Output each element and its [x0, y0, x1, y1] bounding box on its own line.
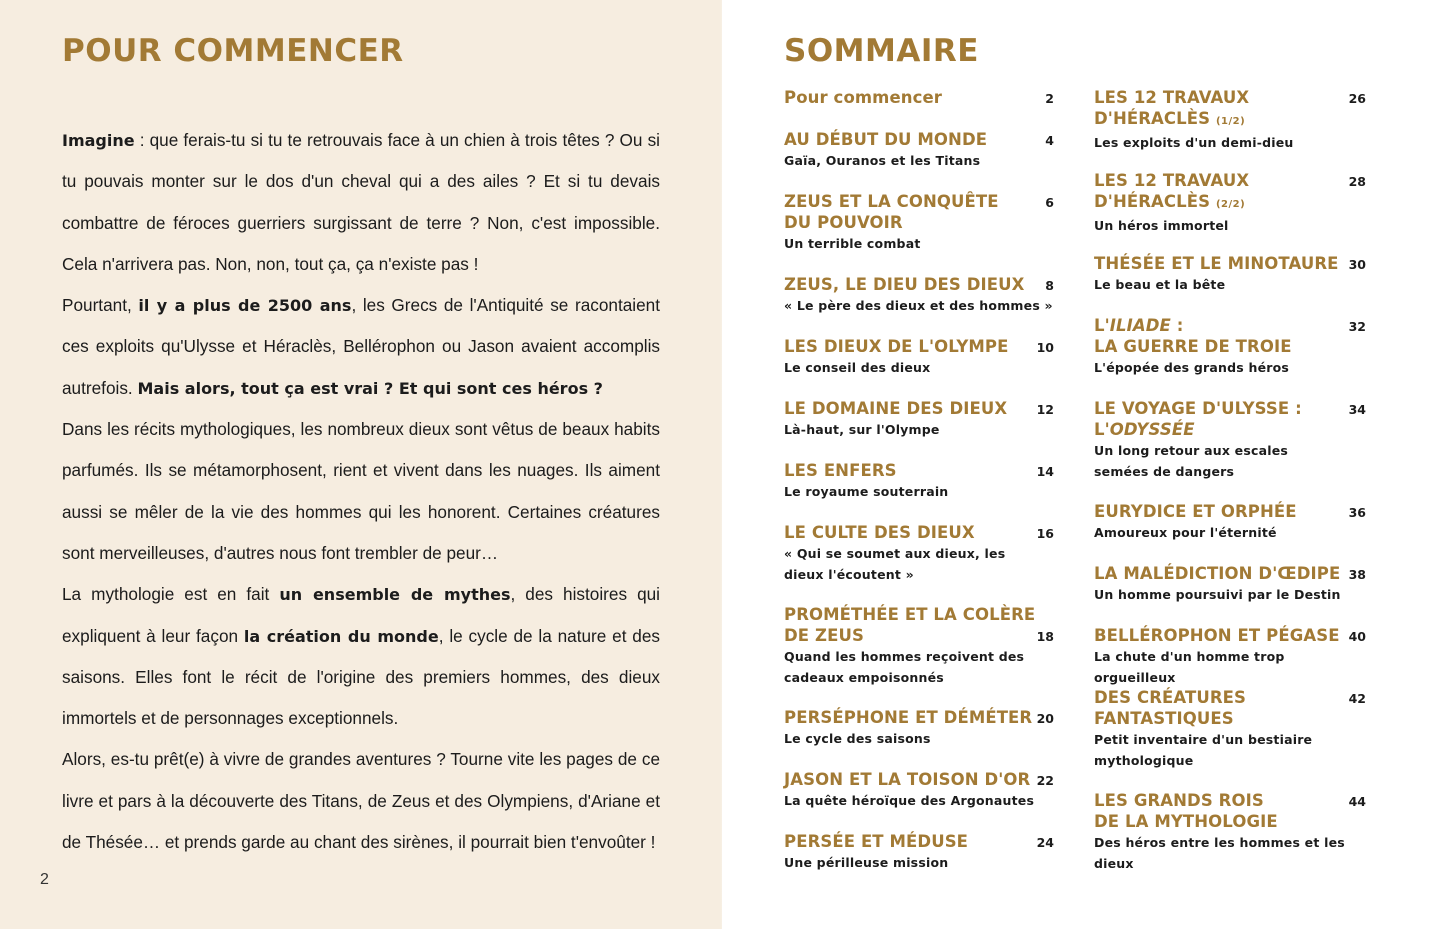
toc-entry-title [1094, 790, 1278, 832]
toc-entry-head [784, 769, 1054, 790]
title-text: LES ENFERS [784, 461, 897, 480]
toc-entry-title [784, 522, 975, 543]
toc-entry-title [784, 604, 1035, 646]
title-text: THÉSÉE ET LE MINOTAURE [1094, 254, 1339, 273]
toc-page-number: 16 [1036, 526, 1054, 541]
toc-page-number: 42 [1348, 691, 1366, 706]
toc-page-number: 12 [1036, 402, 1054, 417]
toc-entry-head [1094, 87, 1366, 132]
toc-entry-subtitle: L'épopée des grands héros [1094, 360, 1290, 375]
toc-entry-subtitle: « Qui se soumet aux dieux, les dieux l'écoutent » [784, 546, 1006, 582]
toc-entry-subtitle: Le conseil des dieux [784, 360, 931, 375]
toc-page-number: 38 [1348, 567, 1366, 582]
toc-entry-subtitle: Petit inventaire d'un bestiaire mythologique [1094, 732, 1313, 768]
toc-entry-title [1094, 501, 1297, 522]
toc-entry-title [1094, 687, 1246, 729]
toc-entry-head [784, 707, 1054, 728]
title-text: PERSÉPHONE ET DÉMÉTER [784, 708, 1033, 727]
toc-entry-subtitle: Quand les hommes reçoivent des cadeaux empoisonnés [784, 649, 1025, 685]
toc-entry[interactable] [784, 274, 1054, 316]
toc-entry-subtitle: Le cycle des saisons [784, 731, 931, 746]
bold-text: Imagine [62, 131, 135, 150]
toc-page-number: 40 [1348, 629, 1366, 644]
toc-entry-subtitle: Des héros entre les hommes et les dieux [1094, 835, 1345, 871]
title-text: PERSÉE ET MÉDUSE [784, 832, 969, 851]
toc-entry[interactable] [784, 707, 1054, 749]
toc-entry-head [1094, 398, 1366, 440]
page-number: 2 [40, 871, 49, 888]
toc-entry[interactable] [784, 191, 1054, 254]
toc-entry-title [784, 87, 942, 108]
title-prefix: L' [1094, 316, 1110, 335]
toc-entry-head [1094, 625, 1366, 646]
toc-entry-head [784, 274, 1054, 295]
toc-entry[interactable] [1094, 253, 1366, 295]
title-text: LA MALÉDICTION D'ŒDIPE [1094, 564, 1341, 583]
toc-entry[interactable] [784, 831, 1054, 873]
title-text: BELLÉROPHON ET PÉGASE [1094, 626, 1340, 645]
toc-entry-head [784, 831, 1054, 852]
toc-entry-title [784, 274, 1024, 295]
toc-page-number: 44 [1348, 794, 1366, 809]
toc-entry-title [1094, 170, 1249, 215]
text: Alors, es-tu prêt(e) à vivre de grandes aventures ? Tourne vite les pages de ce livre et pars à la découverte des Titans, de Zeus et des Olympiens, d'Ariane et de Thésée… et prends garde au chant des sirènes, il pourrait bien t'envoûter ! [62, 749, 660, 853]
toc-entry[interactable] [784, 398, 1054, 440]
toc-entry[interactable] [784, 336, 1054, 378]
toc-entry-subtitle: Les exploits d'un demi-dieu [1094, 135, 1294, 150]
toc-entry-title [784, 831, 968, 852]
title-prefix: L' [1094, 420, 1110, 439]
toc-page-number: 4 [1045, 133, 1054, 148]
toc-entry[interactable] [1094, 398, 1366, 482]
text: , des histoires qui expliquent à leur façon [62, 584, 661, 646]
title-text: : LA GUERRE DE TROIE [1094, 316, 1292, 356]
toc-entry-head [784, 191, 1054, 233]
title-text: LES 12 TRAVAUX D'HÉRACLÈS [1094, 88, 1250, 128]
toc-page-number: 2 [1045, 91, 1054, 106]
toc-entry-head [784, 460, 1054, 481]
bold-text: un ensemble de mythes [279, 585, 511, 605]
toc-entry-title [784, 398, 1007, 419]
title-text: LES GRANDS ROIS DE LA MYTHOLOGIE [1094, 791, 1278, 831]
text: , les Grecs de l'Antiquité se racontaient ces exploits qu'Ulysse et Héraclès, Bellérophon ou Jason avaient accomplis autrefois. [62, 295, 661, 398]
toc-entry-head [1094, 315, 1366, 357]
paragraph [62, 739, 660, 863]
toc-entry[interactable] [1094, 170, 1366, 236]
toc-title: SOMMAIRE [784, 33, 979, 69]
toc-entry-title [1094, 625, 1340, 646]
toc-entry[interactable] [784, 522, 1054, 585]
toc-entry-title [784, 707, 1032, 728]
toc-page-number: 8 [1045, 278, 1054, 293]
title-text: PROMÉTHÉE ET LA COLÈRE DE ZEUS [784, 605, 1036, 645]
toc-page-number: 36 [1348, 505, 1366, 520]
paragraph [62, 285, 660, 409]
toc-entry-subtitle: La chute d'un homme trop orgueilleux [1094, 649, 1285, 685]
toc-entry-head [1094, 563, 1366, 584]
toc-entry[interactable] [1094, 315, 1366, 378]
toc-entry-head [784, 129, 1054, 150]
toc-page-number: 26 [1348, 91, 1366, 106]
toc-page-number: 30 [1348, 257, 1366, 272]
toc-entry-subtitle: Le beau et la bête [1094, 277, 1226, 292]
toc-entry-title [784, 129, 987, 150]
toc-entry-title [784, 769, 1030, 790]
toc-page-number: 22 [1036, 773, 1054, 788]
right-page [722, 0, 1445, 929]
toc-entry-head [784, 604, 1054, 646]
toc-entry-title [784, 460, 897, 481]
title-text: EURYDICE ET ORPHÉE [1094, 502, 1297, 521]
toc-entry-title [1094, 398, 1302, 440]
toc-entry-title [784, 191, 999, 233]
title-text: DES CRÉATURES FANTASTIQUES [1094, 688, 1246, 728]
title-text: Pour commencer [784, 88, 943, 107]
toc-entry[interactable] [1094, 563, 1366, 605]
toc-entry-head [1094, 501, 1366, 522]
toc-entry-subtitle: Un héros immortel [1094, 218, 1229, 233]
title-text: ZEUS, LE DIEU DES DIEUX [784, 275, 1025, 294]
title-text: LE CULTE DES DIEUX [784, 523, 975, 542]
toc-entry[interactable] [784, 769, 1054, 811]
toc-entry[interactable] [1094, 87, 1366, 153]
toc-page-number: 32 [1348, 319, 1366, 334]
toc-entry-head [784, 398, 1054, 419]
toc-entry[interactable] [784, 460, 1054, 502]
title-text: LE VOYAGE D'ULYSSE : [1094, 399, 1302, 418]
title-suffix: (2/2) [1215, 199, 1246, 210]
toc-entry[interactable] [784, 604, 1054, 688]
text: La mythologie est en fait [62, 584, 280, 605]
toc-entry-subtitle: Un terrible combat [784, 236, 921, 251]
toc-entry-head [1094, 170, 1366, 215]
toc-page-number: 24 [1036, 835, 1054, 850]
toc-entry-head [1094, 687, 1366, 729]
toc-entry-subtitle: La quête héroïque des Argonautes [784, 793, 1035, 808]
toc-page-number: 6 [1045, 195, 1054, 210]
toc-entry-head [1094, 253, 1366, 274]
toc-entry[interactable] [784, 129, 1054, 171]
toc-entry[interactable] [784, 87, 1054, 108]
toc-page-number: 18 [1036, 629, 1054, 644]
toc-entry-head [784, 336, 1054, 357]
toc-entry-subtitle: Amoureux pour l'éternité [1094, 525, 1277, 540]
left-page [0, 0, 722, 929]
toc-entry-head [784, 522, 1054, 543]
text: : que ferais-tu si tu te retrouvais face à un chien à trois têtes ? Ou si tu pouvais monter sur le dos d'un cheval qui a des ailes ? Et si tu devais combattre de féroces guerriers surgissant de terre ? Non, c'est impossible. Cela n'arrivera pas. Non, non, tout ça, ça n'existe pas ! [62, 130, 660, 274]
toc-page-number: 28 [1348, 174, 1366, 189]
title-text: LES DIEUX DE L'OLYMPE [784, 337, 1009, 356]
toc-entry-subtitle: Une périlleuse mission [784, 855, 949, 870]
title-text: LES 12 TRAVAUX D'HÉRACLÈS [1094, 171, 1250, 211]
toc-entry-subtitle: Un long retour aux escales semées de dangers [1094, 443, 1289, 479]
toc-page-number: 20 [1036, 711, 1054, 726]
toc-entry[interactable] [1094, 790, 1366, 874]
title-italic: ODYSSÉE [1109, 420, 1195, 439]
paragraph [62, 120, 660, 285]
paragraph [62, 409, 660, 574]
toc-entry-title [784, 336, 1008, 357]
page-title: POUR COMMENCER [62, 33, 404, 69]
toc-entry-subtitle: Le royaume souterrain [784, 484, 949, 499]
toc-entry[interactable] [1094, 687, 1366, 771]
intro-text [62, 120, 660, 863]
title-text: AU DÉBUT DU MONDE [784, 130, 988, 149]
paragraph [62, 574, 660, 739]
toc-page-number: 10 [1036, 340, 1054, 355]
toc-page-number: 14 [1036, 464, 1054, 479]
title-suffix: (1/2) [1215, 116, 1246, 127]
toc-entry-subtitle: Là-haut, sur l'Olympe [784, 422, 940, 437]
toc-entry-title [1094, 315, 1292, 357]
text: Dans les récits mythologiques, les nombreux dieux sont vêtus de beaux habits parfumés. Ils se métamorphosent, rient et vivent dans les nuages. Ils aiment aussi se mêler de la vie des hommes qui les honorent. Certaines créatures sont merveilleuses, d'autres nous font trembler de peur… [62, 419, 660, 563]
title-text: JASON ET LA TOISON D'OR [784, 770, 1031, 789]
toc-entry-subtitle: Un homme poursuivi par le Destin [1094, 587, 1341, 602]
toc-entry-subtitle: « Le père des dieux et des hommes » [784, 298, 1053, 313]
toc-entry-head [1094, 790, 1366, 832]
text: , le cycle de la nature et des saisons. Elles font le récit de l'origine des premiers hommes, des dieux immortels et de personnages exceptionnels. [62, 625, 661, 729]
toc-entry-title [1094, 563, 1340, 584]
title-text: LE DOMAINE DES DIEUX [784, 399, 1008, 418]
bold-text: il y a plus de 2500 ans [138, 296, 352, 316]
toc-entry[interactable] [1094, 625, 1366, 688]
toc-entry-subtitle: Gaïa, Ouranos et les Titans [784, 153, 981, 168]
title-italic: ILIADE [1109, 316, 1171, 335]
title-text: ZEUS ET LA CONQUÊTE DU POUVOIR [784, 192, 999, 232]
toc-entry-title [1094, 253, 1339, 274]
toc-entry-title [1094, 87, 1249, 132]
toc-entry[interactable] [1094, 501, 1366, 543]
bold-text: la création du monde [243, 626, 439, 646]
toc-page-number: 34 [1348, 402, 1366, 417]
bold-text: Mais alors, tout ça est vrai ? Et qui sont ces héros ? [137, 378, 603, 398]
toc-entry-head [784, 87, 1054, 108]
text: Pourtant, [62, 295, 139, 316]
